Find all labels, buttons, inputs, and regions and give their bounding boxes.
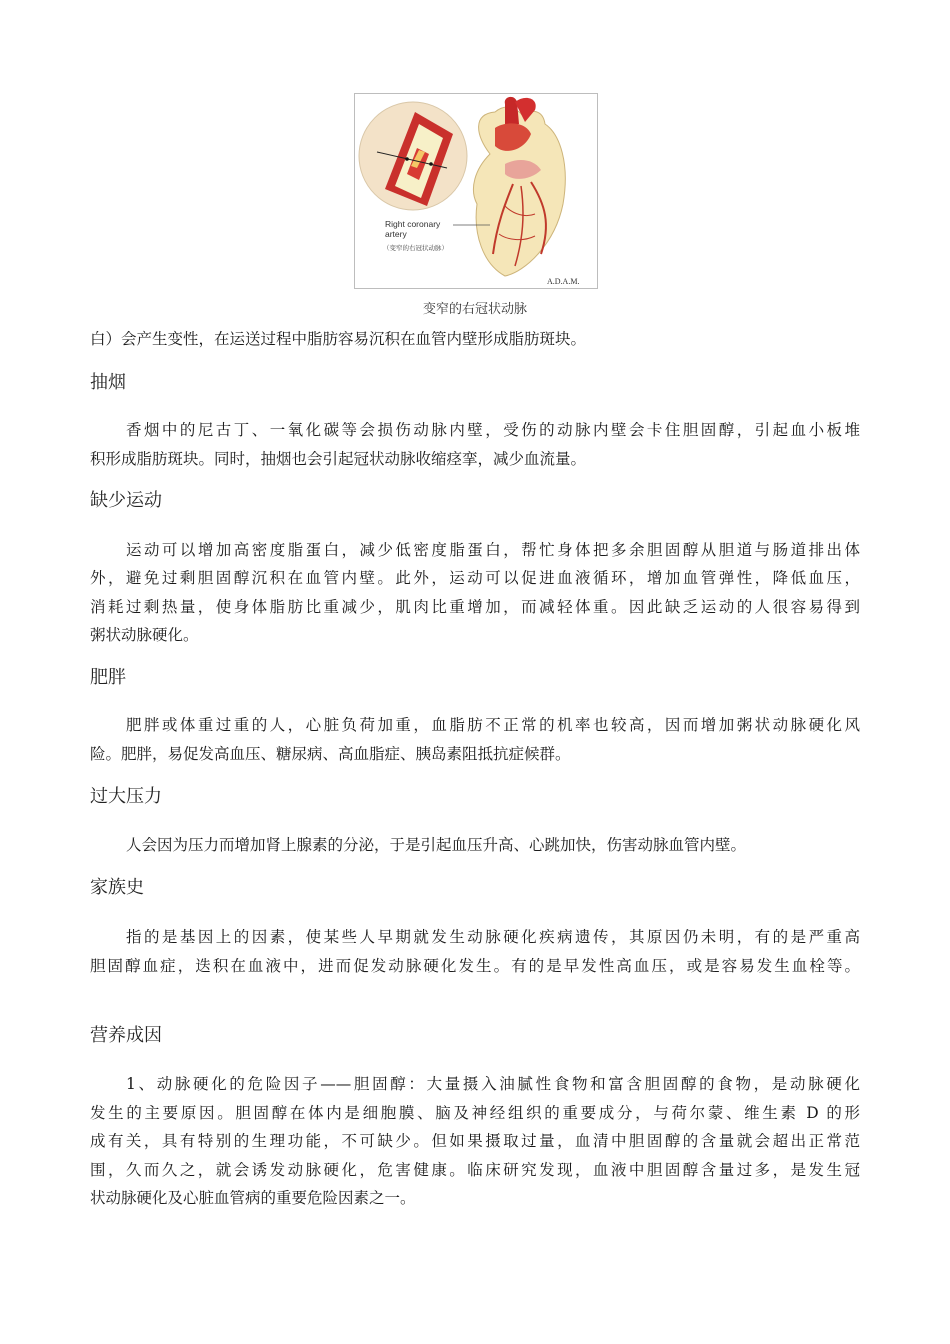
paragraph-line: 消耗过剩热量，使身体脂肪比重减少，肌肉比重增加，而减轻体重。因此缺乏运动的人很容易得到 xyxy=(90,598,860,616)
figure-caption: 变窄的右冠状动脉 xyxy=(422,302,527,317)
paragraph-line: 运动可以增加高密度脂蛋白，减少低密度脂蛋白，帮忙身体把多余胆固醇从胆道与肠道排出体 xyxy=(126,541,860,559)
heart-drawing xyxy=(473,97,565,276)
paragraph-line: 状动脉硬化及心脏血管病的重要危险因素之一。 xyxy=(90,1189,416,1207)
figure-label-line1: Right coronary xyxy=(385,219,441,229)
section-title-smoking: 抽烟 xyxy=(90,372,126,393)
section-title-obesity: 肥胖 xyxy=(90,667,126,688)
adam-logo: A.D.A.M. xyxy=(547,277,580,286)
figure-label-cn: （变窄的右冠状动脉） xyxy=(383,244,448,252)
section-title-lack-of-exercise: 缺少运动 xyxy=(90,490,162,511)
heart-artery-diagram xyxy=(355,94,597,288)
section-title-stress: 过大压力 xyxy=(90,786,162,807)
figure-label-line2: artery xyxy=(385,229,407,239)
paragraph-line: 人会因为压力而增加肾上腺素的分泌，于是引起血压升高、心跳加快，伤害动脉血管内壁。 xyxy=(126,836,747,854)
artery-illustration xyxy=(354,93,598,289)
paragraph-line: 香烟中的尼古丁、一氧化碳等会损伤动脉内壁，受伤的动脉内壁会卡住胆固醇，引起血小板堆 xyxy=(126,421,860,439)
paragraph-line: 胆固醇血症，迭积在血液中，进而促发动脉硬化发生。有的是早发性高血压，或是容易发生血栓等。 xyxy=(90,957,860,975)
paragraph-line: 成有关，具有特别的生理功能，不可缺少。但如果摄取过量，血清中胆固醇的含量就会超出正常范 xyxy=(90,1132,860,1150)
paragraph-line: 肥胖或体重过重的人，心脏负荷加重，血脂肪不正常的机率也较高，因而增加粥状动脉硬化风 xyxy=(126,716,860,734)
paragraph-line: 险。肥胖，易促发高血压、糖尿病、高血脂症、胰岛素阻抵抗症候群。 xyxy=(90,745,571,763)
section-title-nutrition: 营养成因 xyxy=(90,1025,162,1046)
paragraph-line: 围，久而久之，就会诱发动脉硬化，危害健康。临床研究发现，血液中胆固醇含量过多，是发生冠 xyxy=(90,1161,860,1179)
paragraph-line: 粥状动脉硬化。 xyxy=(90,626,199,644)
paragraph-line: 发生的主要原因。胆固醇在体内是细胞膜、脑及神经组织的重要成分，与荷尔蒙、维生素 D 的形 xyxy=(90,1104,860,1122)
intro-tail-line: 白）会产生变性，在运送过程中脂肪容易沉积在血管内壁形成脂肪斑块。 xyxy=(90,330,587,348)
paragraph-line: 1、动脉硬化的危险因子——胆固醇：大量摄入油腻性食物和富含胆固醇的食物，是动脉硬化 xyxy=(126,1075,860,1093)
section-title-family-history: 家族史 xyxy=(90,877,144,898)
paragraph-line: 积形成脂肪斑块。同时，抽烟也会引起冠状动脉收缩痉挛，减少血流量。 xyxy=(90,450,587,468)
paragraph-line: 外，避免过剩胆固醇沉积在血管内壁。此外，运动可以促进血液循环，增加血管弹性，降低血压， xyxy=(90,569,860,587)
paragraph-line: 指的是基因上的因素，使某些人早期就发生动脉硬化疾病遗传，其原因仍未明，有的是严重高 xyxy=(126,928,860,946)
